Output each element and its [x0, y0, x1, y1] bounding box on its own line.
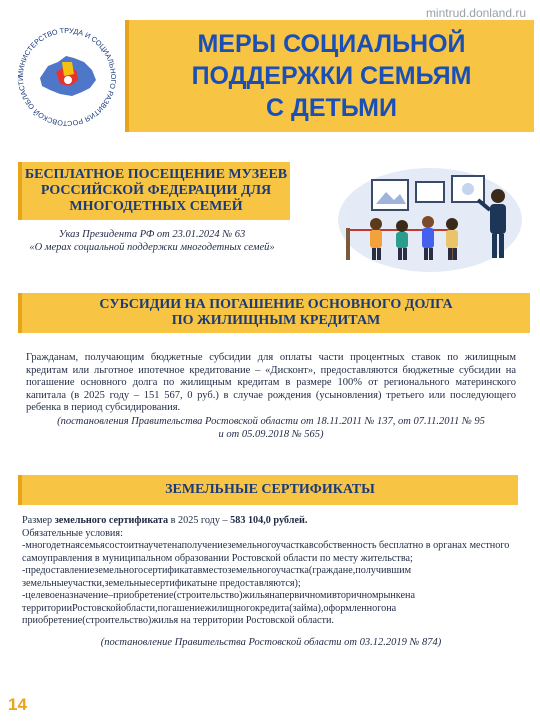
land-heading: ЗЕМЕЛЬНЫЕ СЕРТИФИКАТЫ: [165, 482, 375, 497]
subsidy-heading-bar: [18, 293, 530, 333]
land-heading-bar: [18, 475, 518, 505]
land-size-bold: земельного сертификата: [54, 515, 169, 526]
condition-item: -многодетнаясемьясостоитнаучетенаполучениеземельногоучасткавсобственность бесплатно в органах местного самоуправления в муниципальном образовании Ростовской области по месту жительства;: [22, 540, 510, 564]
condition-item: -целевоеназначение–приобретение(строительство)жильянапервичномивторичномрынкена территорииРостовскойобласти,погашениежилищногокредита(займа),оформленногона приобретение(строительство)жилья на территории Ростовской области.: [22, 590, 415, 626]
title-banner: [125, 20, 534, 132]
page-title: МЕРЫ СОЦИАЛЬНОЙ ПОДДЕРЖКИ СЕМЬЯМ С ДЕТЬМИ: [191, 30, 472, 122]
watermark: mintrud.donland.ru: [425, 6, 526, 20]
land-note: (постановление Правительства Ростовской области от 03.12.2019 № 874): [100, 637, 442, 648]
decree-line-2: «О мерах социальной поддержки многодетных семей»: [29, 242, 275, 253]
land-size-mid: в 2025 году –: [168, 515, 231, 526]
land-size-prefix: Размер: [22, 515, 55, 526]
museum-heading-bar: [18, 162, 290, 220]
subsidy-heading: СУБСИДИИ НА ПОГАШЕНИЕ ОСНОВНОГО ДОЛГА ПО ЖИЛИЩНЫМ КРЕДИТАМ: [99, 297, 453, 328]
subsidy-text: Гражданам, получающим бюджетные субсидии для оплаты части процентных ставок по жилищным кредитам или льготное ипотечное кредитование – «Дисконт», предоставляются бюджетные субсидии на погашение основного долга по жилищным кредитам в размере 100% от регионального материнского капитала (в 2025 году – 151 567, 0 руб.) в случае рождения (усыновления) третьего или последующего ребенка в период субсидирования.: [26, 352, 516, 413]
land-size-line: [22, 515, 520, 528]
subsidy-note: (постановления Правительства Ростовской области от 18.11.2011 № 137, от 07.11.2011 № 95 и от 05.09.2018 № 565): [57, 416, 485, 440]
land-size-value: 583 104,0 рублей.: [230, 515, 308, 526]
decree-line-1: Указ Президента РФ от 23.01.2024 № 63: [58, 229, 246, 240]
page-number: 14: [8, 695, 27, 714]
logo-ring-text: МИНИСТЕРСТВО ТРУДА И СОЦИАЛЬНОГО РАЗВИТИЯ РОСТОВСКОЙ ОБЛАСТИ: [15, 25, 119, 129]
land-conditions-block: [22, 515, 520, 628]
museum-heading: БЕСПЛАТНОЕ ПОСЕЩЕНИЕ МУЗЕЕВ РОССИЙСКОЙ ФЕДЕРАЦИИ ДЛЯ МНОГОДЕТНЫХ СЕМЕЙ: [24, 167, 288, 214]
conditions-title: Обязательные условия:: [22, 527, 123, 539]
condition-item: -предоставлениеземельногосертификатавместоземельногоучастка(граждане,получившим земельныеучастки,земельныесертификатыне предоставляются);: [22, 565, 412, 589]
museum-illustration: [332, 152, 528, 274]
museum-decree: [18, 228, 286, 254]
ministry-logo: [12, 22, 122, 132]
